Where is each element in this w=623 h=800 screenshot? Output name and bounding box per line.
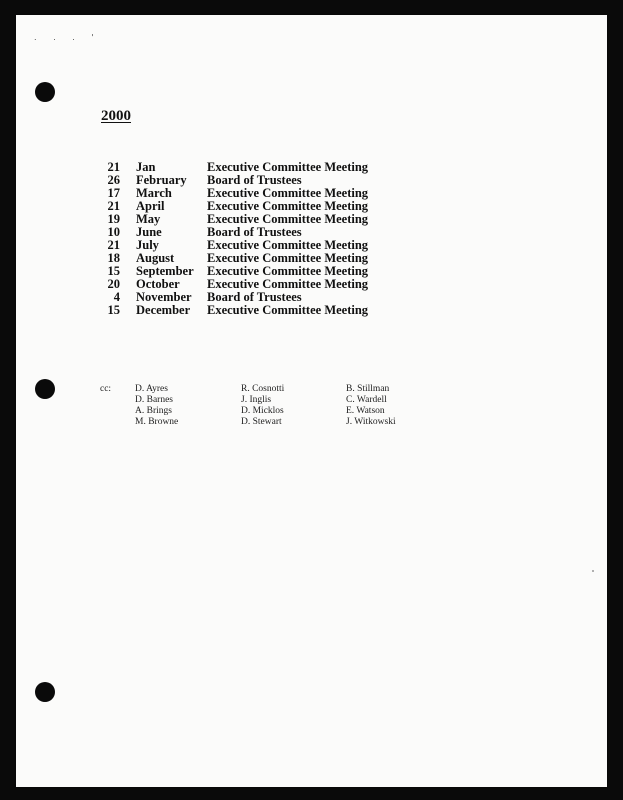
cc-column bbox=[135, 384, 235, 428]
meeting-month: October bbox=[136, 277, 180, 291]
paper-blemish bbox=[592, 570, 594, 572]
cc-recipient: E. Watson bbox=[346, 406, 385, 416]
meeting-day: 21 bbox=[107, 199, 120, 213]
meeting-event: Executive Committee Meeting bbox=[207, 160, 369, 174]
meeting-day: 21 bbox=[107, 160, 120, 174]
meeting-day: 26 bbox=[107, 173, 120, 187]
meeting-event: Executive Committee Meeting bbox=[207, 186, 369, 200]
meeting-day: 15 bbox=[107, 264, 120, 278]
cc-recipient: J. Inglis bbox=[241, 395, 272, 405]
meeting-day: 10 bbox=[107, 225, 120, 239]
corner-marks: . . . ' bbox=[34, 33, 101, 42]
meeting-month: April bbox=[136, 199, 165, 213]
binder-hole-middle bbox=[35, 379, 55, 399]
document-page bbox=[16, 15, 607, 787]
meeting-day: 18 bbox=[107, 251, 120, 265]
cc-recipient: D. Micklos bbox=[241, 406, 284, 416]
meeting-month: November bbox=[136, 290, 192, 304]
meeting-event: Executive Committee Meeting bbox=[207, 238, 369, 252]
cc-recipient: A. Brings bbox=[135, 406, 172, 416]
meeting-month: July bbox=[136, 238, 159, 252]
meeting-event: Executive Committee Meeting bbox=[207, 251, 369, 265]
cc-recipient: D. Ayres bbox=[135, 384, 168, 394]
cc-recipient: B. Stillman bbox=[346, 384, 390, 394]
meeting-event: Executive Committee Meeting bbox=[207, 199, 369, 213]
meeting-month: May bbox=[136, 212, 161, 226]
meeting-event: Executive Committee Meeting bbox=[207, 212, 369, 226]
meeting-month: Jan bbox=[136, 160, 156, 174]
meeting-month: December bbox=[136, 303, 191, 317]
cc-recipient: M. Browne bbox=[135, 417, 179, 427]
meeting-day: 20 bbox=[107, 277, 120, 291]
cc-recipient: D. Barnes bbox=[135, 395, 173, 405]
cc-label: cc: bbox=[100, 384, 112, 394]
meeting-day: 17 bbox=[107, 186, 120, 200]
meeting-event: Board of Trustees bbox=[207, 225, 302, 239]
meeting-month: March bbox=[136, 186, 172, 200]
meeting-day: 4 bbox=[113, 290, 120, 304]
meeting-month: September bbox=[136, 264, 194, 278]
schedule-row bbox=[96, 304, 407, 317]
cc-column bbox=[346, 384, 446, 428]
cc-column bbox=[241, 384, 341, 428]
meeting-month: February bbox=[136, 173, 187, 187]
binder-hole-bottom bbox=[35, 682, 55, 702]
meeting-day: 21 bbox=[107, 238, 120, 252]
cc-recipient: J. Witkowski bbox=[346, 417, 396, 427]
meeting-month: August bbox=[136, 251, 175, 265]
meeting-schedule bbox=[96, 161, 407, 317]
meeting-month: June bbox=[136, 225, 162, 239]
cc-recipient: R. Cosnotti bbox=[241, 384, 285, 394]
year-heading: 2000 bbox=[101, 108, 131, 124]
meeting-day: 19 bbox=[107, 212, 120, 226]
meeting-event: Executive Committee Meeting bbox=[207, 264, 369, 278]
meeting-event: Board of Trustees bbox=[207, 290, 302, 304]
meeting-day: 15 bbox=[107, 303, 120, 317]
cc-recipient: C. Wardell bbox=[346, 395, 387, 405]
meeting-event: Board of Trustees bbox=[207, 173, 302, 187]
meeting-event: Executive Committee Meeting bbox=[207, 277, 369, 291]
cc-recipient: D. Stewart bbox=[241, 417, 282, 427]
meeting-event: Executive Committee Meeting bbox=[207, 303, 369, 317]
binder-hole-top bbox=[35, 82, 55, 102]
